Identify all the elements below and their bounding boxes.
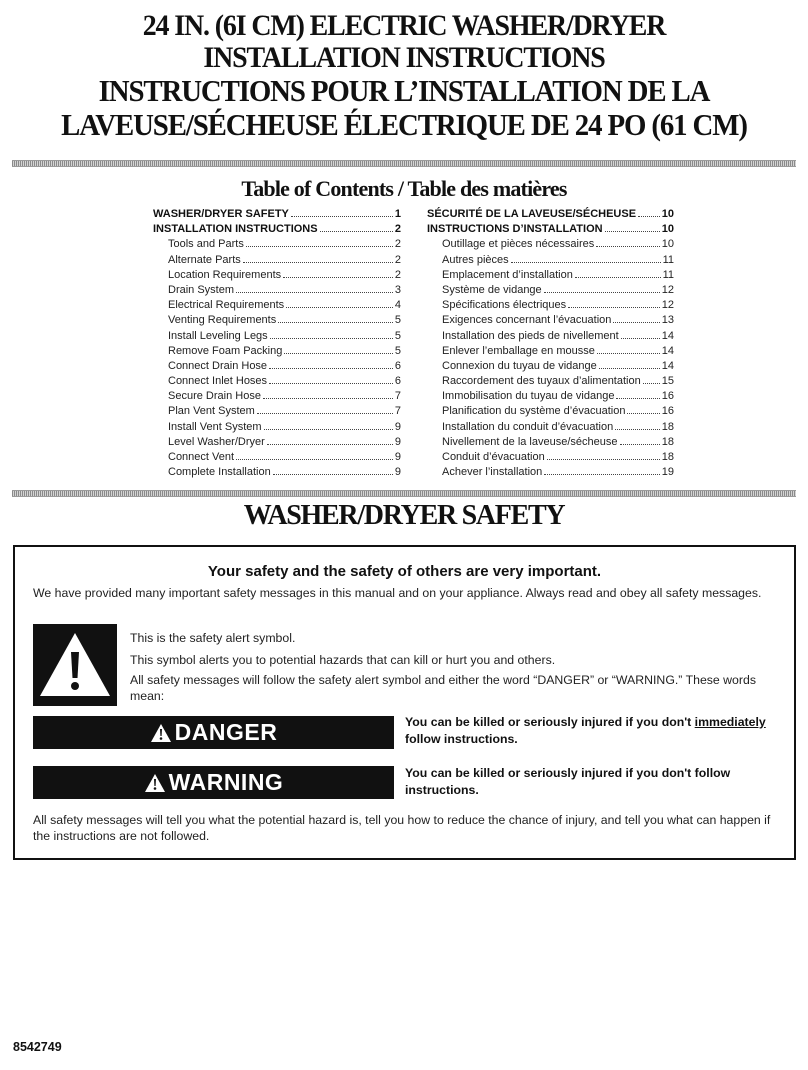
toc-entry-page: 7 [394, 390, 401, 403]
document-title [0, 10, 808, 142]
toc-entry[interactable] [153, 435, 401, 450]
warning-text: You can be killed or seriously injured if you don't follow instructions. [405, 766, 731, 797]
toc-entry[interactable] [427, 313, 674, 328]
toc-entry-label: INSTRUCTIONS D’INSTALLATION [427, 223, 603, 236]
toc-leader-dots [269, 383, 393, 384]
toc-entry[interactable] [427, 298, 674, 313]
toc-entry-page: 5 [394, 314, 401, 327]
toc-entry-page: 2 [394, 253, 401, 266]
safety-box [13, 545, 796, 860]
toc-entry-page: 5 [394, 344, 401, 357]
symbol-purpose: This symbol alerts you to potential hazards that can kill or hurt you and others. [130, 653, 556, 667]
toc-entry[interactable] [427, 253, 674, 268]
toc-entry[interactable] [427, 465, 674, 480]
toc-leader-dots [575, 277, 661, 278]
toc-leader-dots [599, 368, 660, 369]
toc-entry-page: 3 [394, 283, 401, 296]
toc-entry-label: Emplacement d’installation [442, 268, 573, 281]
toc-entry-label: Spécifications électriques [442, 299, 567, 312]
toc-leader-dots [320, 231, 393, 232]
toc-entry-label: Connect Drain Hose [168, 359, 268, 372]
toc-entry-page: 18 [661, 420, 674, 433]
toc-leader-dots [613, 322, 659, 323]
title-fr-line-2: LAVEUSE/SÉCHEUSE ÉLECTRIQUE DE 24 PO (61 CM) [61, 107, 747, 142]
toc-heading: Table of Contents / Table des matières [241, 176, 567, 201]
toc-entry-label: Nivellement de la laveuse/sécheuse [442, 435, 618, 448]
toc-leader-dots [283, 277, 393, 278]
warning-alert-icon [144, 773, 166, 793]
toc-entry-label: Secure Drain Hose [168, 390, 261, 403]
toc-entry[interactable] [153, 404, 401, 419]
toc-entry[interactable] [427, 344, 674, 359]
safety-heading: Your safety and the safety of others are very important. [207, 563, 602, 580]
toc-entry[interactable] [427, 283, 674, 298]
warning-signal-banner [33, 766, 394, 799]
toc-entry-page: 13 [661, 314, 674, 327]
toc-entry-page: 14 [661, 344, 674, 357]
toc-leader-dots [291, 216, 393, 217]
warning-label: WARNING [168, 769, 284, 795]
toc-leader-dots [568, 307, 660, 308]
toc-entry-page: 5 [394, 329, 401, 342]
toc-leader-dots [605, 231, 660, 232]
toc-entry-label: Install Leveling Legs [168, 329, 268, 342]
toc-entry-label: Alternate Parts [168, 253, 241, 266]
toc-entry-page: 2 [394, 268, 401, 281]
toc-entry[interactable] [153, 237, 401, 252]
toc-entry[interactable] [427, 435, 674, 450]
toc-entry-label: Exigences concernant l’évacuation [442, 314, 612, 327]
toc-leader-dots [264, 429, 393, 430]
title-en-line-1: 24 IN. (6I CM) ELECTRIC WASHER/DRYER [142, 9, 666, 42]
toc-leader-dots [616, 398, 659, 399]
danger-label: DANGER [174, 719, 278, 745]
toc-entry[interactable] [153, 329, 401, 344]
toc-entry-label: Installation du conduit d’évacuation [442, 420, 614, 433]
toc-entry[interactable] [153, 389, 401, 404]
toc-entry-label: Drain System [168, 283, 235, 296]
toc-entry-label: Complete Installation [168, 466, 271, 479]
toc-entry[interactable] [153, 222, 401, 237]
toc-entry-label: Système de vidange [442, 283, 542, 296]
toc-entry-label: Connexion du tuyau de vidange [442, 359, 597, 372]
toc-entry-label: Immobilisation du tuyau de vidange [442, 390, 615, 403]
toc-entry-label: Planification du système d’évacuation [442, 405, 626, 418]
toc-entry-label: Install Vent System [168, 420, 262, 433]
toc-entry[interactable] [427, 237, 674, 252]
toc-entry-label: Level Washer/Dryer [168, 435, 265, 448]
toc-entry-label: Location Requirements [168, 268, 282, 281]
toc-entry-page: 7 [394, 405, 401, 418]
toc-entry-page: 9 [394, 420, 401, 433]
toc-entry-page: 19 [661, 466, 674, 479]
toc-entry-page: 11 [662, 268, 674, 281]
toc-leader-dots [263, 398, 393, 399]
toc-entry-label: Connect Inlet Hoses [168, 375, 268, 388]
toc-entry-label: Enlever l’emballage en mousse [442, 344, 595, 357]
toc-entry-label: SÉCURITÉ DE LA LAVEUSE/SÉCHEUSE [427, 208, 637, 220]
toc-entry[interactable] [153, 374, 401, 389]
toc-entry-page: 14 [661, 359, 674, 372]
toc-leader-dots [627, 413, 659, 414]
toc-entry[interactable] [427, 359, 674, 374]
toc-entry[interactable] [153, 207, 401, 222]
toc-entry-label: INSTALLATION INSTRUCTIONS [153, 223, 318, 236]
safety-alert-icon [33, 624, 117, 706]
toc-entry-label: Connect Vent [168, 451, 235, 463]
toc-entry[interactable] [427, 374, 674, 389]
toc-leader-dots [236, 459, 393, 460]
toc-entry-page: 9 [394, 435, 401, 448]
toc-entry-page: 6 [394, 359, 401, 372]
toc-leader-dots [269, 368, 393, 369]
danger-signal-banner [33, 716, 394, 749]
toc-leader-dots [596, 246, 660, 247]
toc-leader-dots [621, 338, 660, 339]
toc-entry-label: Achever l’installation [442, 466, 543, 479]
toc-entry-page: 2 [394, 238, 401, 251]
toc-entry-page: 6 [394, 375, 401, 388]
toc-entry[interactable] [427, 389, 674, 404]
toc-entry[interactable] [427, 268, 674, 283]
toc-entry[interactable] [153, 450, 401, 465]
toc-entry[interactable] [153, 420, 401, 435]
title-fr-line-1: INSTRUCTIONS POUR L’INSTALLATION DE LA [98, 73, 710, 108]
toc-entry-label: Remove Foam Packing [168, 344, 283, 357]
toc-entry-label: Conduit d’évacuation [442, 451, 545, 463]
toc-entry[interactable] [153, 298, 401, 313]
toc-column-english [153, 207, 401, 480]
toc-leader-dots [267, 444, 393, 445]
toc-entry-page: 2 [394, 223, 401, 236]
toc-entry[interactable] [427, 207, 674, 222]
toc-entry[interactable] [427, 420, 674, 435]
toc-entry-page: 14 [661, 329, 674, 342]
toc-entry-label: Electrical Requirements [168, 299, 285, 312]
toc-entry-page: 10 [661, 238, 674, 251]
toc-entry-page: 9 [394, 466, 401, 479]
toc-entry-page: 11 [662, 253, 674, 266]
toc-leader-dots [284, 353, 393, 354]
toc-leader-dots [278, 322, 393, 323]
toc-entry[interactable] [427, 329, 674, 344]
toc-entry[interactable] [427, 450, 674, 465]
section-title: WASHER/DRYER SAFETY [243, 500, 565, 531]
symbol-description: This is the safety alert symbol. [130, 631, 296, 645]
toc-entry-page: 18 [661, 451, 674, 463]
toc-entry-page: 18 [661, 435, 674, 448]
toc-entry-page: 10 [661, 223, 674, 236]
toc-entry[interactable] [427, 404, 674, 419]
toc-leader-dots [511, 262, 661, 263]
document-number: 8542749 [13, 1040, 62, 1054]
toc-entry-label: Installation des pieds de nivellement [442, 329, 619, 342]
toc-leader-dots [547, 459, 660, 460]
toc-entry[interactable] [153, 313, 401, 328]
safety-closing: All safety messages will tell you what the potential hazard is, tell you how to reduce the chance of injury, and tell you what can happen if the instructions are not followed. [33, 813, 771, 843]
toc-entry[interactable] [153, 283, 401, 298]
toc-entry-label: WASHER/DRYER SAFETY [153, 208, 289, 220]
toc-entry-label: Venting Requirements [168, 314, 277, 327]
title-en-line-2: INSTALLATION INSTRUCTIONS [203, 41, 605, 74]
toc-entry[interactable] [153, 268, 401, 283]
toc-leader-dots [620, 444, 660, 445]
toc-leader-dots [615, 429, 660, 430]
toc-leader-dots [257, 413, 393, 414]
toc-leader-dots [544, 292, 660, 293]
danger-text: You can be killed or seriously injured if you don't immediately follow instructions. [405, 715, 766, 746]
danger-alert-icon [150, 723, 172, 743]
toc-entry-page: 4 [394, 299, 401, 312]
toc-entry-page: 16 [661, 405, 674, 418]
toc-leader-dots [246, 246, 393, 247]
toc-entry-page: 10 [661, 208, 674, 220]
toc-entry-label: Outillage et pièces nécessaires [442, 238, 595, 251]
toc-entry-page: 1 [394, 208, 401, 220]
toc-entry-label: Autres pièces [442, 253, 509, 266]
signal-words-intro: All safety messages will follow the safety alert symbol and either the word “DANGER” or “WARNING.” These words mean: [130, 673, 756, 703]
toc-entry-page: 15 [661, 375, 674, 388]
divider-rule [12, 490, 796, 497]
toc-leader-dots [286, 307, 393, 308]
safety-intro: We have provided many important safety messages in this manual and on your appliance. Always read and obey all safety messages. [33, 586, 762, 600]
toc-entry-page: 12 [661, 283, 674, 296]
toc-leader-dots [638, 216, 660, 217]
toc-leader-dots [597, 353, 660, 354]
toc-entry[interactable] [153, 359, 401, 374]
toc-leader-dots [643, 383, 660, 384]
toc-leader-dots [273, 474, 393, 475]
toc-entry-label: Raccordement des tuyaux d’alimentation [442, 375, 641, 388]
divider-rule [12, 160, 796, 167]
toc-entry-page: 12 [661, 299, 674, 312]
toc-column-french [427, 207, 674, 480]
toc-leader-dots [544, 474, 659, 475]
toc-entry-label: Plan Vent System [168, 405, 255, 418]
toc-entry[interactable] [153, 344, 401, 359]
toc-leader-dots [236, 292, 393, 293]
toc-leader-dots [243, 262, 393, 263]
toc-entry-page: 16 [661, 390, 674, 403]
toc-leader-dots [270, 338, 393, 339]
toc-entry[interactable] [153, 465, 401, 480]
toc-entry-label: Tools and Parts [168, 238, 244, 251]
toc-entry[interactable] [427, 222, 674, 237]
toc-entry[interactable] [153, 253, 401, 268]
toc-entry-page: 9 [394, 451, 401, 463]
